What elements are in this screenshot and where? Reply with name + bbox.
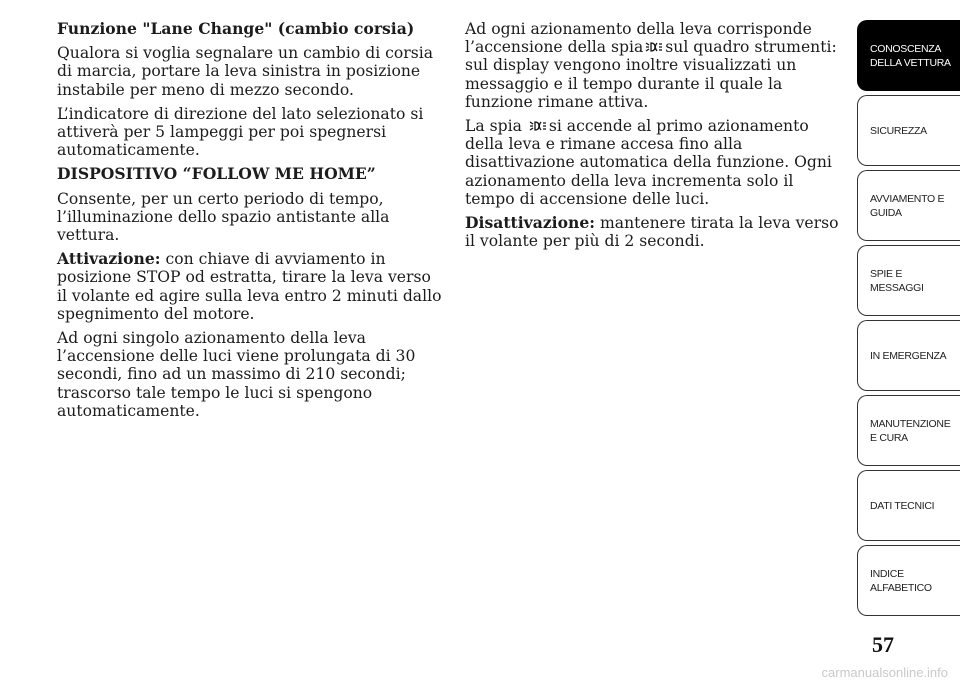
tab-label: DATI TECNICI xyxy=(870,499,935,512)
right-paragraph-2-start: La spia xyxy=(465,117,522,136)
chapter-sidebar xyxy=(857,20,960,620)
follow-me-home-heading: DISPOSITIVO “FOLLOW ME HOME” xyxy=(57,164,376,184)
tab-indice-alfabetico[interactable] xyxy=(857,545,960,616)
right-paragraph-1-end: sul quadro strumenti: sul display vengono inoltre visualizzati un messaggio e il tempo durante il quale la funzione rimane attiva. xyxy=(465,38,837,111)
headlight-warning-icon xyxy=(529,120,547,132)
tab-label: MANUTENZIONE E CURA xyxy=(870,417,951,444)
tab-conoscenza-della-vettura[interactable] xyxy=(857,20,960,91)
lane-change-heading: Funzione "Lane Change" (cambio corsia) xyxy=(57,19,415,38)
attivazione-label: Attivazione: xyxy=(57,249,161,269)
right-paragraph-2 xyxy=(465,117,840,208)
headlight-warning-icon xyxy=(645,41,663,53)
lane-change-paragraph-2: L’indicatore di direzione del lato selezionato si attiverà per 5 lampeggi per poi spegnersi automaticamente. xyxy=(57,104,424,160)
tab-label: SICUREZZA xyxy=(870,124,927,137)
tab-label: INDICE ALFABETICO xyxy=(870,567,932,594)
tab-avviamento-e-guida[interactable] xyxy=(857,170,960,241)
tab-manutenzione-e-cura[interactable] xyxy=(857,395,960,466)
page-number: 57 xyxy=(872,632,894,657)
attivazione-paragraph xyxy=(57,250,442,323)
disattivazione-paragraph xyxy=(465,214,840,250)
follow-me-home-paragraph-1: Consente, per un certo periodo di tempo, l’illuminazione dello spazio antistante alla vettura. xyxy=(57,189,390,245)
attivazione-text: con chiave di avviamento in posizione STOP od estratta, tirare la leva verso il volante ed agire sulla leva entro 2 minuti dallo spegnimento del motore. xyxy=(57,250,442,323)
lane-change-paragraph-1: Qualora si voglia segnalare un cambio di corsia di marcia, portare la leva sinistra in posizione instabile per meno di mezzo secondo. xyxy=(57,44,434,99)
right-paragraph-1-start: Ad ogni azionamento della leva corrisponde l’accensione della spia xyxy=(465,20,812,57)
tab-spie-e-messaggi[interactable] xyxy=(857,245,960,316)
watermark: carmanualsonline.info xyxy=(821,665,948,680)
right-column xyxy=(465,20,840,256)
tab-sicurezza[interactable] xyxy=(857,95,960,166)
tab-label: SPIE E MESSAGGI xyxy=(870,267,924,294)
left-column xyxy=(57,20,442,426)
disattivazione-label: Disattivazione: xyxy=(465,213,596,233)
tab-label: IN EMERGENZA xyxy=(870,349,947,362)
disattivazione-text: mantenere tirata la leva verso il volante per più di 2 secondi. xyxy=(465,214,839,251)
follow-me-home-paragraph-3: Ad ogni singolo azionamento della leva l’accensione delle luci viene prolungata di 30 secondi, fino ad un massimo di 210 secondi; trascorso tale tempo le luci si spengono automaticamente. xyxy=(57,329,416,420)
tab-dati-tecnici[interactable] xyxy=(857,470,960,541)
tab-label: AVVIAMENTO E GUIDA xyxy=(870,192,945,219)
tab-in-emergenza[interactable] xyxy=(857,320,960,391)
tab-label: CONOSCENZA DELLA VETTURA xyxy=(870,42,951,69)
right-paragraph-2-end: si accende al primo azionamento della leva e rimane accesa fino alla disattivazione automatica della funzione. Ogni azionamento della leva incrementa solo il tempo di accensione delle luci. xyxy=(465,117,832,208)
right-paragraph-1 xyxy=(465,20,840,111)
